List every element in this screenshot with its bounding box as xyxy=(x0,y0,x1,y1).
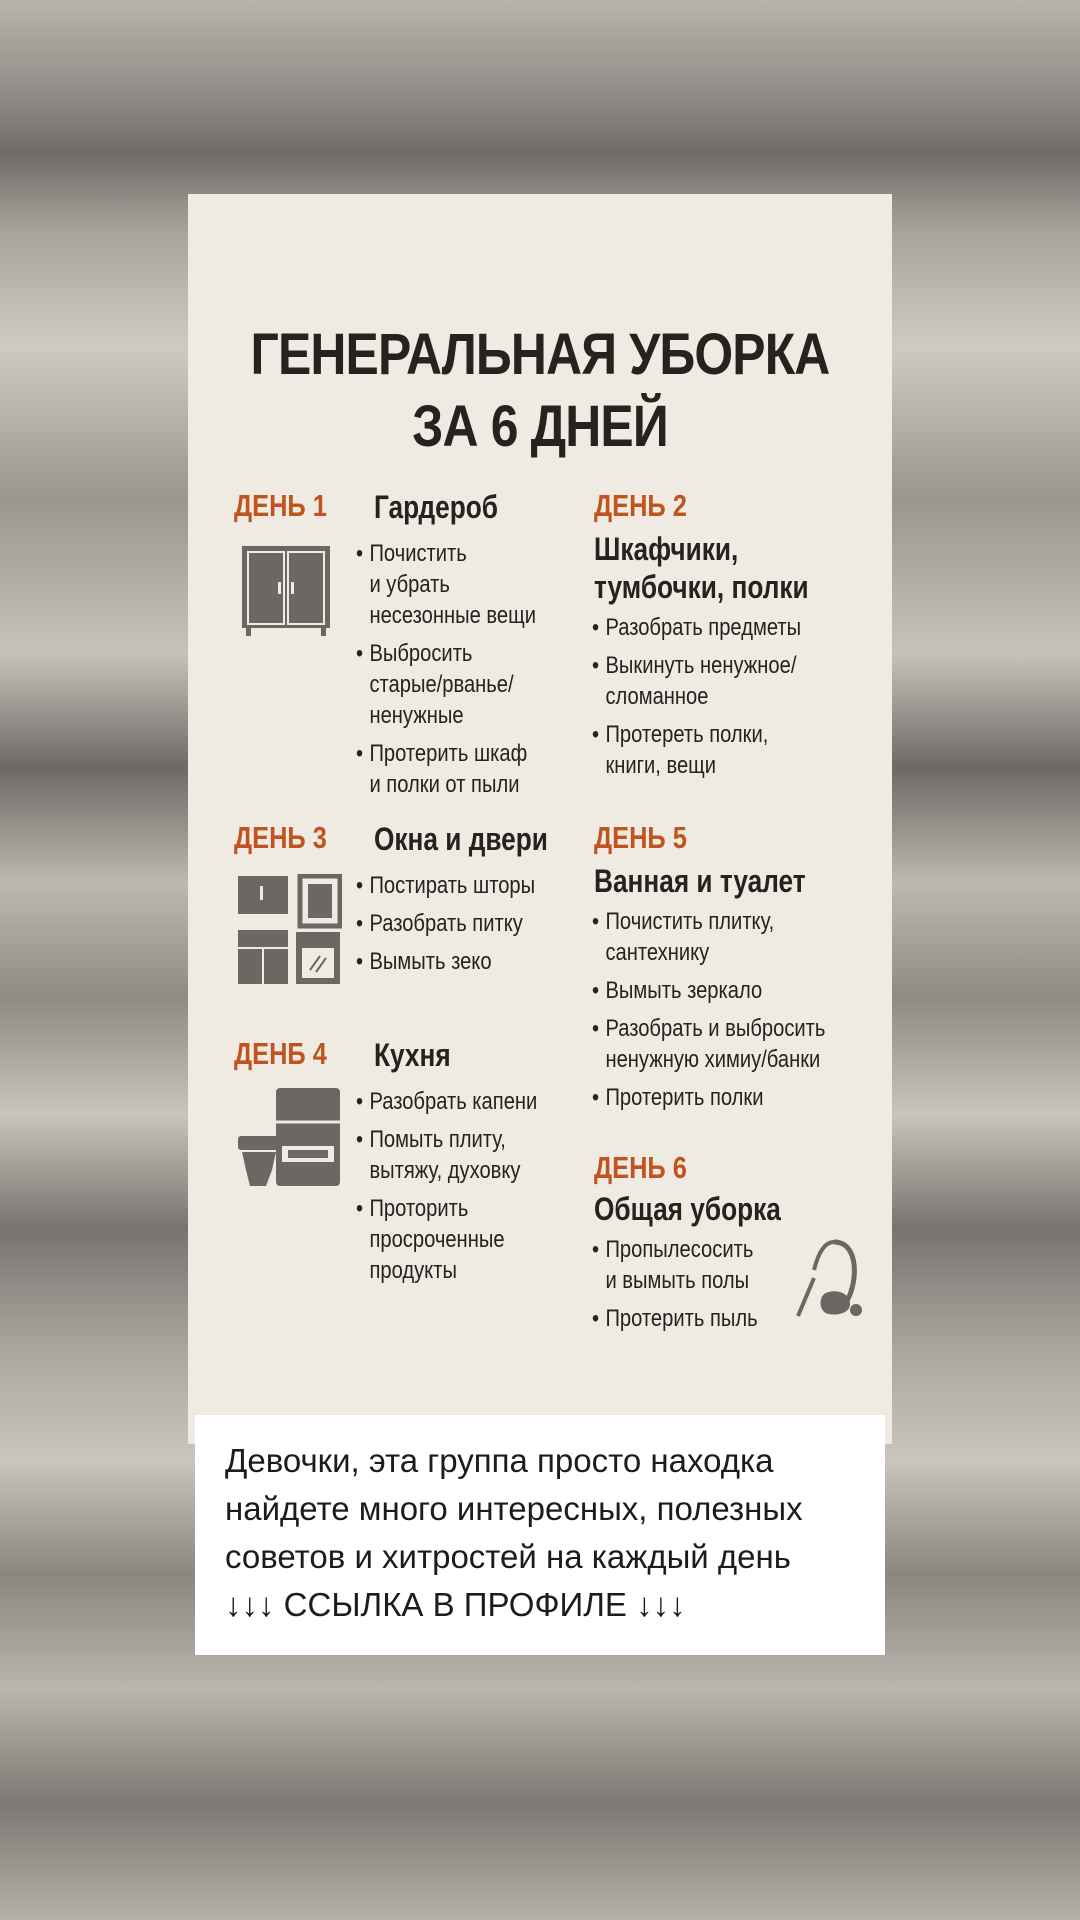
day-3-label: ДЕНЬ 3 xyxy=(234,820,327,855)
list-item: • Вымыть зеркало xyxy=(592,975,844,1006)
list-item: • Проторить просроченные продукты xyxy=(356,1193,574,1286)
day-1-heading: Гардероб xyxy=(374,489,499,525)
caption-text: Девочки, эта группа просто находка найдете много интересных, полезных советов и хитростей на каждый день ↓↓↓ ССЫЛКА В ПРОФИЛЕ ↓↓↓ xyxy=(225,1442,803,1623)
day-2-label: ДЕНЬ 2 xyxy=(594,488,687,523)
list-item: • Выкинуть ненужное/ сломанное xyxy=(592,650,844,712)
day-5-heading: Ванная и туалет xyxy=(594,863,806,899)
day-4-list xyxy=(356,1086,574,1293)
day-1-label: ДЕНЬ 1 xyxy=(234,488,327,523)
day-5-label: ДЕНЬ 5 xyxy=(594,820,687,855)
day-3-list xyxy=(356,870,574,984)
list-item: • Разобрать предметы xyxy=(592,612,844,643)
day-3-heading: Окна и двери xyxy=(374,821,548,857)
list-item: • Помыть плиту, вытяжу, духовку xyxy=(356,1124,574,1186)
day-1-list xyxy=(356,538,574,807)
list-item: • Постирать шторы xyxy=(356,870,574,901)
list-item: • Пропылесосить и вымыть полы xyxy=(592,1234,810,1296)
list-item: • Разобрать и выбросить ненужную химиу/банки xyxy=(592,1013,844,1075)
day-6-heading: Общая уборка xyxy=(594,1191,781,1227)
list-item: • Вымыть зеко xyxy=(356,946,574,977)
day-2-list xyxy=(592,612,844,788)
fridge-toilet-icon xyxy=(236,1086,342,1190)
wardrobe-icon xyxy=(238,542,334,638)
infographic-title: ГЕНЕРАЛЬНАЯ УБОРКА ЗА 6 ДНЕЙ xyxy=(250,322,830,459)
list-item: • Протереть полки, книги, вещи xyxy=(592,719,844,781)
day-2-heading: Шкафчики, тумбочки, полки xyxy=(594,531,809,605)
day-6-list xyxy=(592,1234,810,1341)
day-5-list xyxy=(592,906,844,1120)
list-item: • Протерить полки xyxy=(592,1082,844,1113)
day-6-label: ДЕНЬ 6 xyxy=(594,1150,687,1185)
caption-box xyxy=(195,1415,885,1655)
list-item: • Почистить и убрать несезонные вещи xyxy=(356,538,574,631)
day-4-heading: Кухня xyxy=(374,1037,451,1073)
list-item: • Выбросить старые/рваньe/ ненужные xyxy=(356,638,574,731)
list-item: • Протерить шкаф и полки от пыли xyxy=(356,738,574,800)
infographic-card xyxy=(188,194,892,1444)
list-item: • Почистить плитку, сантехнику xyxy=(592,906,844,968)
vacuum-icon xyxy=(794,1238,864,1318)
list-item: • Разобрать капени xyxy=(356,1086,574,1117)
kitchen-cabinets-icon xyxy=(236,874,342,986)
list-item: • Разобрать питку xyxy=(356,908,574,939)
day-4-label: ДЕНБ 4 xyxy=(234,1036,327,1071)
list-item: • Протерить пыль xyxy=(592,1303,810,1334)
